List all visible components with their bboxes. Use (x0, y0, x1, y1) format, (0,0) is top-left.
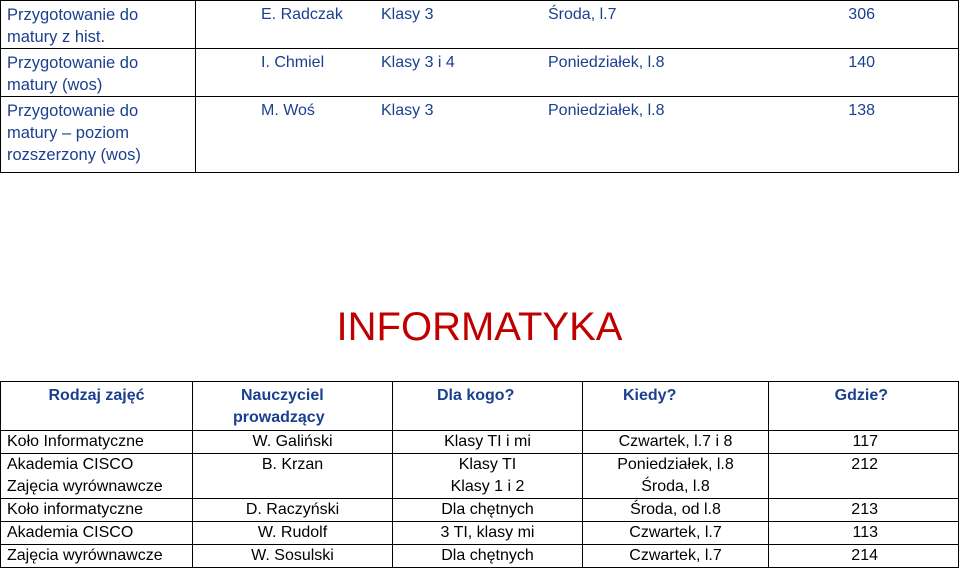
cell-text: 213 (851, 501, 878, 518)
table-row (1, 454, 959, 499)
table-row (1, 522, 959, 545)
header-label: prowadzący (233, 409, 325, 426)
cell-text: W. Sosulski (251, 547, 334, 564)
table-row (1, 545, 959, 568)
cell-teacher (193, 499, 393, 522)
informatics-schedule-table (0, 381, 959, 568)
subject-line: matury z hist. (7, 28, 106, 46)
room-number: 306 (848, 6, 875, 23)
cell-where (769, 522, 959, 545)
cell-for-whom (393, 522, 583, 545)
cell-teacher (193, 454, 393, 499)
room-number: 138 (848, 102, 875, 119)
cell-where (769, 499, 959, 522)
cell-for-whom (393, 454, 583, 499)
schedule-time: Poniedziałek, l.8 (548, 102, 665, 119)
subject-line: rozszerzony (wos) (7, 146, 141, 164)
table-header-row (1, 382, 959, 431)
subject-line: matury (wos) (7, 76, 103, 94)
header-label: Rodzaj zajęć (48, 387, 145, 404)
header-when (583, 382, 769, 431)
teacher-name: E. Radczak (261, 6, 343, 23)
cell-text: B. Krzan (261, 456, 324, 473)
cell-text: Akademia CISCO (7, 456, 134, 473)
cell-text: Akademia CISCO (7, 524, 134, 541)
table-row (1, 97, 959, 173)
cell-text: Klasy 1 i 2 (450, 478, 525, 495)
cell-type (1, 522, 193, 545)
cell-for-whom (393, 431, 583, 454)
cell-text: Klasy TI (458, 456, 517, 473)
room-number: 140 (848, 54, 875, 71)
cell-type (1, 454, 193, 499)
subject-cell (1, 49, 196, 97)
header-teacher (193, 382, 393, 431)
cell-text: Środa, l.8 (641, 478, 710, 495)
cell-text: 3 TI, klasy mi (440, 524, 535, 541)
cell-when (583, 431, 769, 454)
subject-cell (1, 97, 196, 173)
teacher-name: M. Woś (261, 102, 315, 119)
cell-text: Dla chętnych (441, 501, 534, 518)
cell-text: Koło informatyczne (7, 501, 144, 518)
header-label: Nauczyciel (241, 387, 324, 404)
details-cell (196, 49, 959, 97)
cell-text: D. Raczyński (245, 501, 340, 518)
cell-for-whom (393, 499, 583, 522)
details-cell (196, 1, 959, 49)
cell-when (583, 545, 769, 568)
cell-type (1, 499, 193, 522)
cell-type (1, 431, 193, 454)
details-cell (196, 97, 959, 173)
top-schedule-table (0, 0, 959, 173)
header-label: Kiedy? (623, 387, 677, 404)
table-row (1, 1, 959, 49)
cell-for-whom (393, 545, 583, 568)
header-for-whom (393, 382, 583, 431)
cell-text: Klasy TI i mi (444, 433, 531, 450)
section-title: INFORMATYKA (336, 305, 623, 349)
cell-text: Zajęcia wyrównawcze (7, 547, 163, 564)
cell-teacher (193, 545, 393, 568)
cell-teacher (193, 431, 393, 454)
subject-line: matury – poziom (7, 124, 129, 142)
cell-text: W. Galiński (252, 433, 333, 450)
cell-text: Koło Informatyczne (7, 433, 144, 450)
schedule-time: Środa, l.7 (548, 6, 617, 23)
subject-cell (1, 1, 196, 49)
group-name: Klasy 3 i 4 (381, 54, 455, 71)
cell-text: 117 (852, 433, 878, 450)
group-name: Klasy 3 (381, 6, 434, 23)
subject-line: Przygotowanie do (7, 54, 139, 72)
cell-type (1, 545, 193, 568)
cell-text: Środa, od l.8 (630, 501, 721, 518)
table-row (1, 49, 959, 97)
cell-when (583, 522, 769, 545)
header-label: Dla kogo? (437, 387, 515, 404)
cell-text: Czwartek, l.7 (629, 547, 722, 564)
cell-teacher (193, 522, 393, 545)
cell-text: Czwartek, l.7 i 8 (618, 433, 733, 450)
header-label: Gdzie? (834, 387, 888, 404)
cell-text: Poniedziałek, l.8 (617, 456, 734, 473)
cell-text: 212 (851, 456, 878, 473)
table-row (1, 499, 959, 522)
header-type (1, 382, 193, 431)
subject-line: Przygotowanie do (7, 102, 139, 120)
subject-line: Przygotowanie do (7, 6, 139, 24)
cell-text: W. Rudolf (257, 524, 328, 541)
cell-where (769, 454, 959, 499)
table-row (1, 431, 959, 454)
schedule-time: Poniedziałek, l.8 (548, 54, 665, 71)
cell-where (769, 431, 959, 454)
cell-where (769, 545, 959, 568)
cell-text: 214 (851, 547, 878, 564)
header-where (769, 382, 959, 431)
teacher-name: I. Chmiel (261, 54, 325, 71)
cell-text: Zajęcia wyrównawcze (7, 478, 163, 495)
cell-when (583, 499, 769, 522)
cell-when (583, 454, 769, 499)
cell-text: 113 (852, 524, 878, 541)
cell-text: Dla chętnych (441, 547, 534, 564)
group-name: Klasy 3 (381, 102, 434, 119)
cell-text: Czwartek, l.7 (629, 524, 722, 541)
